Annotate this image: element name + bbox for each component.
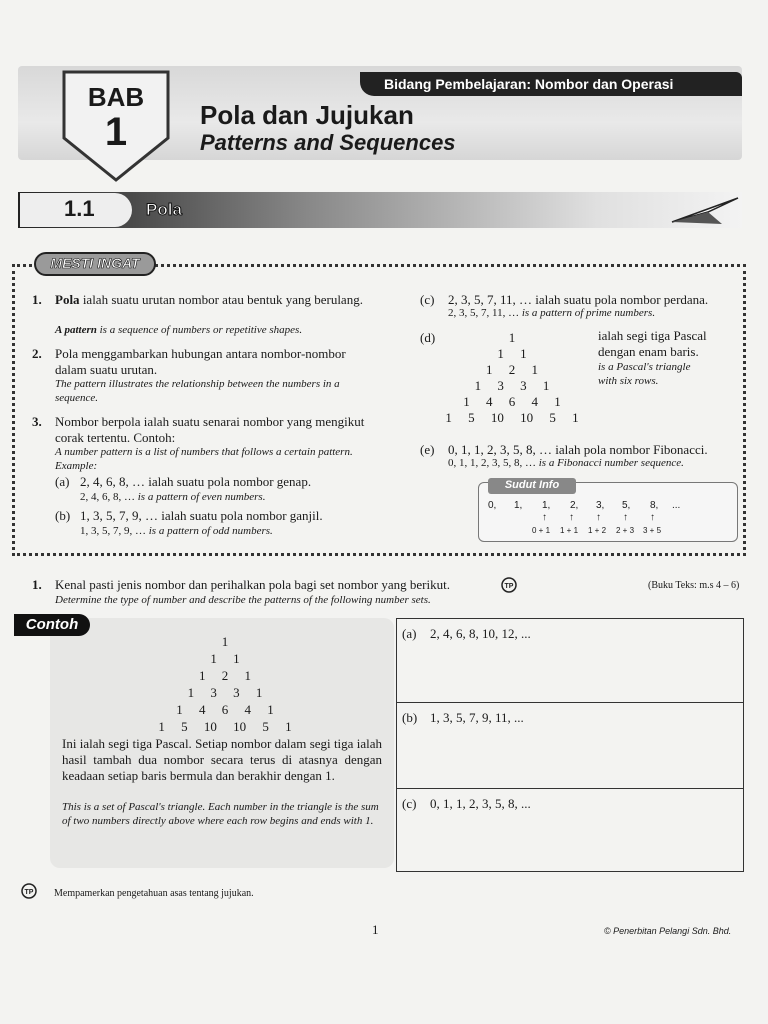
point-1-en bbox=[55, 323, 375, 337]
fib-number: 2, bbox=[570, 500, 579, 511]
item-a-en-rest: is a pattern of even numbers. bbox=[135, 491, 266, 503]
answer-c-label: (c) bbox=[402, 796, 417, 811]
item-d-en-1: is a Pascal's triangle bbox=[598, 361, 691, 373]
pascal-row: 1 1 bbox=[497, 346, 527, 361]
point-3-ms: Nombor berpola ialah suatu senarai nombor yang mengikut corak tertentu. Contoh: bbox=[55, 414, 365, 445]
strand-label: Bidang Pembelajaran: Nombor dan Operasi bbox=[384, 76, 674, 92]
pascal-row: 1 bbox=[508, 330, 516, 345]
fib-number: ... bbox=[672, 500, 681, 511]
item-d-en-2: with six rows. bbox=[598, 375, 659, 387]
point-1-number: 1. bbox=[32, 292, 42, 307]
item-b-en bbox=[80, 524, 380, 538]
item-d-label: (d) bbox=[420, 330, 436, 345]
point-1-ms-rest: ialah suatu urutan nombor atau bentuk yang berulang. bbox=[79, 292, 363, 307]
fib-sum: 3 + 5 bbox=[643, 526, 662, 535]
pascal-row: 1 bbox=[221, 634, 229, 649]
item-e-en bbox=[448, 457, 738, 469]
pascal-row: 1 4 6 4 1 bbox=[463, 394, 561, 409]
pola-term: Pola bbox=[55, 292, 80, 307]
fib-sum: 0 + 1 bbox=[532, 526, 551, 535]
item-c-en bbox=[448, 307, 738, 319]
item-e-en-rest: is a Fibonacci number sequence. bbox=[536, 457, 684, 469]
item-d-ms-2: dengan enam baris. bbox=[598, 344, 699, 359]
up-arrow-icon: ↑ bbox=[569, 512, 574, 523]
point-2-ms: Pola menggambarkan hubungan antara nombor-nombor dalam suatu urutan. bbox=[55, 346, 346, 377]
point-3-en: A number pattern is a list of numbers that follows a certain pattern. Example: bbox=[55, 446, 353, 472]
item-b-ms: 1, 3, 5, 7, 9, … ialah suatu pola nombor ganjil. bbox=[80, 508, 323, 523]
item-a-en bbox=[80, 490, 380, 504]
answer-b-label: (b) bbox=[402, 710, 418, 725]
up-arrow-icon: ↑ bbox=[542, 512, 547, 523]
textbook-reference: (Buku Teks: m.s 4 – 6) bbox=[648, 580, 740, 591]
item-a-ms: 2, 4, 6, 8, … ialah suatu pola nombor genap. bbox=[80, 474, 312, 489]
item-b-en-rest: is a pattern of odd numbers. bbox=[146, 525, 273, 537]
answer-a-text: 2, 4, 6, 8, 10, 12, ... bbox=[430, 626, 531, 641]
point-3-number: 3. bbox=[32, 414, 42, 429]
up-arrow-icon: ↑ bbox=[623, 512, 628, 523]
bab-number: 1 bbox=[104, 110, 128, 154]
arrow-decoration-icon bbox=[668, 192, 742, 228]
chapter-title-ms: Pola dan Jujukan bbox=[200, 100, 414, 130]
answer-divider bbox=[396, 702, 744, 703]
pascal-row: 1 3 3 1 bbox=[187, 685, 263, 700]
item-b-label: (b) bbox=[55, 508, 71, 523]
up-arrow-icon: ↑ bbox=[650, 512, 655, 523]
answer-c-text: 0, 1, 1, 2, 3, 5, 8, ... bbox=[430, 796, 531, 811]
point-2-en: The pattern illustrates the relationship between the numbers in a sequence. bbox=[55, 378, 340, 404]
answer-a-label: (a) bbox=[402, 626, 417, 641]
contoh-label: Contoh bbox=[25, 616, 79, 633]
question-en: Determine the type of number and describe the patterns of the following number sets. bbox=[55, 594, 431, 606]
section-title: Pola bbox=[146, 200, 182, 219]
fib-number: 3, bbox=[596, 500, 605, 511]
fib-number: 1, bbox=[542, 500, 551, 511]
answer-b-text: 1, 3, 5, 7, 9, 11, ... bbox=[430, 710, 524, 725]
contoh-explanation-en: This is a set of Pascal's triangle. Each number in the triangle is the sum of two numbers directly above where each row begins and ends with 1. bbox=[62, 801, 379, 827]
fib-sum: 1 + 2 bbox=[588, 526, 607, 535]
item-c-en-rest: is a pattern of prime numbers. bbox=[519, 307, 656, 319]
point-1-ms bbox=[55, 292, 375, 308]
mesti-ingat-label: MESTI INGAT bbox=[50, 255, 140, 271]
page-number: 1 bbox=[372, 922, 379, 937]
item-e-label: (e) bbox=[420, 442, 435, 457]
pascal-row: 1 2 1 bbox=[486, 362, 538, 377]
item-e-en-lead: 0, 1, 1, 2, 3, 5, 8, … bbox=[448, 457, 536, 469]
item-b-en-lead: 1, 3, 5, 7, 9, … bbox=[80, 525, 146, 537]
pascal-row: 1 1 bbox=[210, 651, 240, 666]
item-c-ms: 2, 3, 5, 7, 11, … ialah suatu pola nombor perdana. bbox=[448, 292, 709, 307]
item-c-en-lead: 2, 3, 5, 7, 11, … bbox=[448, 307, 520, 319]
tp-badge-icon bbox=[498, 576, 520, 594]
pascal-row: 1 2 1 bbox=[199, 668, 251, 683]
contoh-explanation-ms: Ini ialah segi tiga Pascal. Setiap nombor dalam segi tiga ialah hasil tambah dua nombor secara terus di atasnya dengan keadaan setiap baris bermula dan berakhir dengan 1. bbox=[62, 736, 382, 783]
item-e-ms: 0, 1, 1, 2, 3, 5, 8, … ialah pola nombor Fibonacci. bbox=[448, 442, 708, 457]
tp-description: Mempamerkan pengetahuan asas tentang jujukan. bbox=[54, 888, 254, 899]
fib-number: 1, bbox=[514, 500, 523, 511]
fib-sum: 1 + 1 bbox=[560, 526, 579, 535]
up-arrow-icon: ↑ bbox=[596, 512, 601, 523]
item-c-label: (c) bbox=[420, 292, 435, 307]
point-2-number: 2. bbox=[32, 346, 42, 361]
fib-sum: 2 + 3 bbox=[616, 526, 635, 535]
item-a-label: (a) bbox=[55, 474, 70, 489]
fib-number: 0, bbox=[488, 500, 497, 511]
question-number: 1. bbox=[32, 577, 42, 592]
item-d-ms-1: ialah segi tiga Pascal bbox=[598, 328, 707, 343]
sudut-info-label: Sudut Info bbox=[504, 479, 560, 491]
answer-divider bbox=[396, 788, 744, 789]
pascal-row: 1 4 6 4 1 bbox=[176, 702, 274, 717]
section-number: 1.1 bbox=[64, 196, 95, 221]
tp-badge-icon bbox=[18, 882, 40, 900]
fib-number: 8, bbox=[650, 500, 659, 511]
pascal-row: 1 3 3 1 bbox=[474, 378, 550, 393]
pattern-term: A pattern bbox=[55, 324, 97, 336]
fib-number: 5, bbox=[622, 500, 631, 511]
svg-text:TP: TP bbox=[24, 889, 34, 896]
pascal-row: 1 5 10 10 5 1 bbox=[445, 410, 579, 425]
chapter-title-en: Patterns and Sequences bbox=[200, 130, 456, 155]
pascal-row: 1 5 10 10 5 1 bbox=[158, 719, 292, 734]
question-ms: Kenal pasti jenis nombor dan perihalkan pola bagi set nombor yang berikut. bbox=[55, 577, 450, 592]
svg-text:TP: TP bbox=[504, 583, 514, 590]
publisher-credit: © Penerbitan Pelangi Sdn. Bhd. bbox=[604, 926, 732, 936]
point-1-en-rest: is a sequence of numbers or repetitive shapes. bbox=[96, 324, 303, 336]
bab-word: BAB bbox=[87, 82, 145, 112]
item-a-en-lead: 2, 4, 6, 8, … bbox=[80, 491, 135, 503]
answer-a-space[interactable] bbox=[400, 720, 740, 784]
